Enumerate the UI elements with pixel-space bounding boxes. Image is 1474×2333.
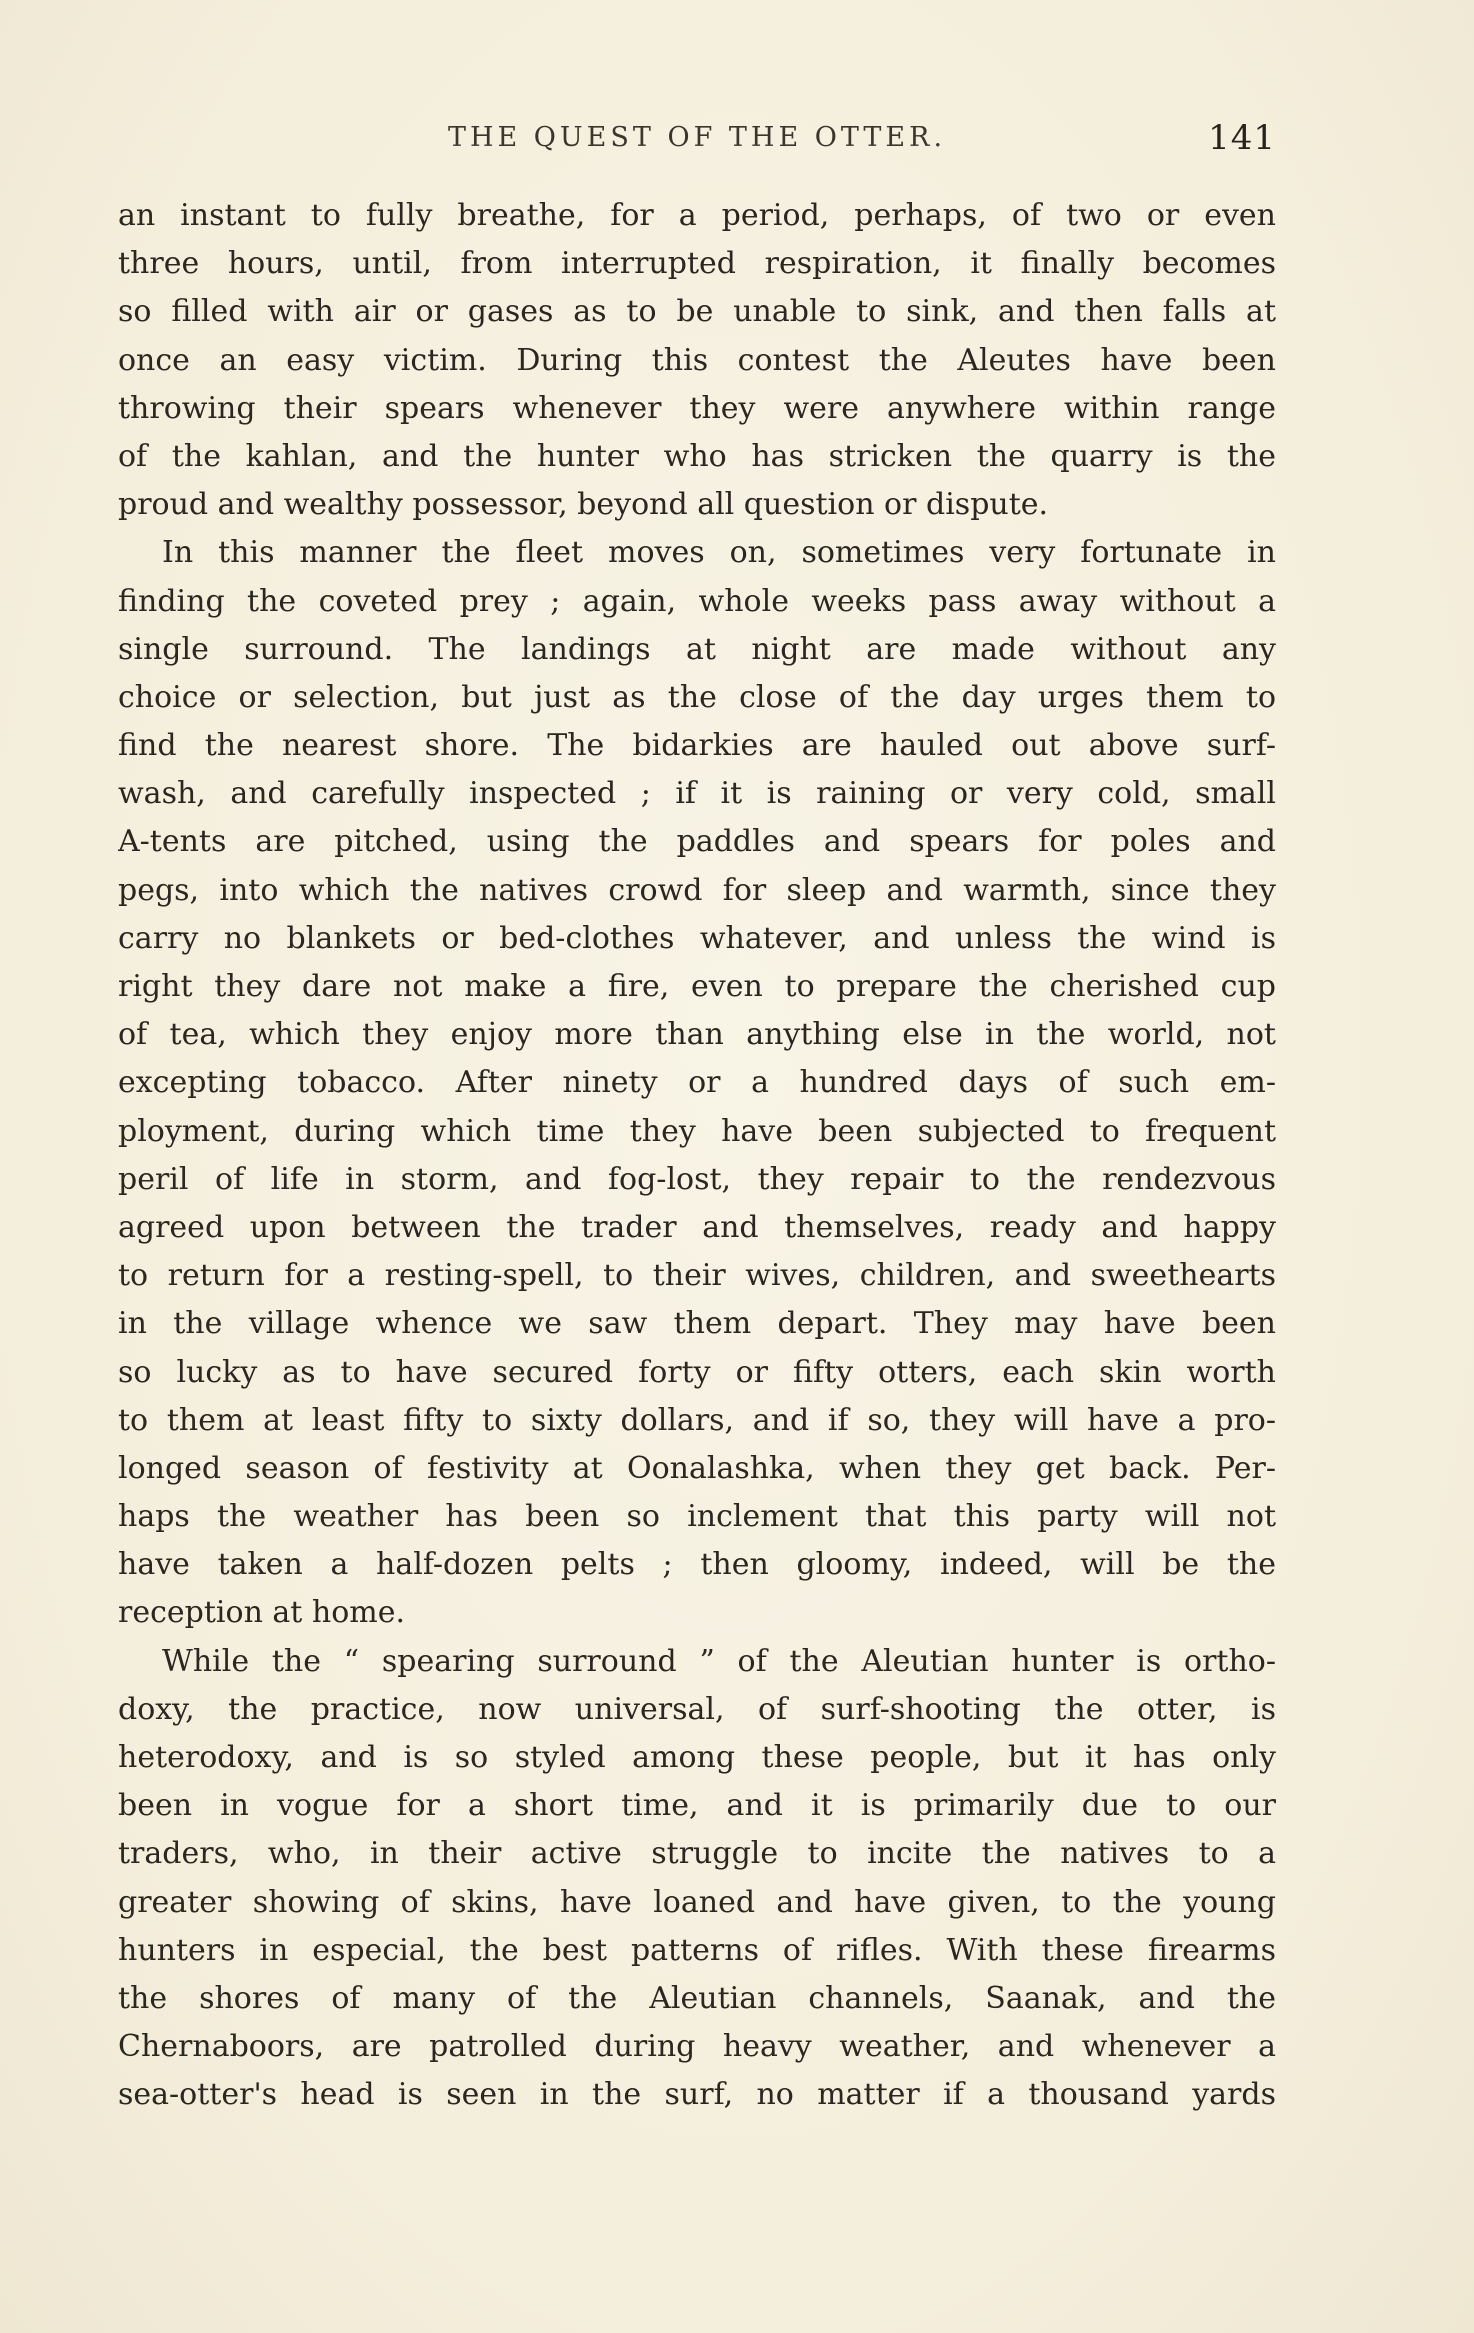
text-line: doxy, the practice, now universal, of surf-shooting the otter, is [118,1691,1276,1727]
text-line: In this manner the fleet moves on, sometimes very fortunate in [162,535,1276,571]
page-number: 141 [1208,118,1276,158]
text-line: sea-otter's head is seen in the surf, no matter if a thousand yards [118,2077,1276,2113]
text-line: Chernaboors, are patrolled during heavy weather, and whenever a [118,2029,1276,2065]
text-line: the shores of many of the Aleutian channels, Saanak, and the [118,1980,1276,2016]
text-line: reception at home. [118,1595,406,1631]
text-line: proud and wealthy possessor, beyond all question or dispute. [118,487,1049,523]
text-line: to them at least fifty to sixty dollars, and if so, they will have a pro- [118,1402,1276,1438]
text-line: pegs, into which the natives crowd for sleep and warmth, since they [118,872,1276,908]
text-line: of the kahlan, and the hunter who has stricken the quarry is the [118,438,1276,474]
text-line: traders, who, in their active struggle to incite the natives to a [118,1836,1276,1872]
text-line: so lucky as to have secured forty or fifty otters, each skin worth [118,1354,1276,1390]
text-line: wash, and carefully inspected ; if it is raining or very cold, small [118,776,1276,812]
text-line: While the “ spearing surround ” of the Aleutian hunter is ortho- [162,1643,1276,1679]
text-line: excepting tobacco. After ninety or a hundred days of such em- [118,1065,1276,1101]
text-line: find the nearest shore. The bidarkies are hauled out above surf- [118,728,1276,764]
text-line: haps the weather has been so inclement that this party will not [118,1499,1276,1535]
text-line: greater showing of skins, have loaned and have given, to the young [118,1884,1276,1920]
text-line: ployment, during which time they have been subjected to frequent [118,1113,1276,1149]
text-line: throwing their spears whenever they were anywhere within range [118,390,1276,426]
text-line: in the village whence we saw them depart. They may have been [118,1306,1276,1342]
text-line: agreed upon between the trader and themselves, ready and happy [118,1209,1276,1245]
text-line: an instant to fully breathe, for a period, perhaps, of two or even [118,198,1276,233]
text-line: been in vogue for a short time, and it is primarily due to our [118,1788,1276,1824]
text-line: to return for a resting-spell, to their wives, children, and sweethearts [118,1258,1276,1294]
text-line: finding the coveted prey ; again, whole weeks pass away without a [118,583,1276,619]
running-head [118,118,1276,162]
body-text [118,192,1276,2120]
text-line: so filled with air or gases as to be unable to sink, and then falls at [118,294,1276,330]
running-title: THE QUEST OF THE OTTER. [447,122,947,153]
text-line: choice or selection, but just as the close of the day urges them to [118,679,1276,715]
text-line: longed season of festivity at Oonalashka, when they get back. Per- [118,1450,1276,1486]
text-line: once an easy victim. During this contest the Aleutes have been [118,342,1276,378]
text-line: have taken a half-dozen pelts ; then gloomy, indeed, will be the [118,1547,1276,1583]
text-line: hunters in especial, the best patterns of rifles. With these firearms [118,1932,1276,1968]
text-line: carry no blankets or bed-clothes whatever, and unless the wind is [118,920,1276,956]
text-line: single surround. The landings at night are made without any [118,631,1276,667]
text-line: peril of life in storm, and fog-lost, they repair to the rendezvous [118,1161,1276,1197]
text-line: three hours, until, from interrupted respiration, it finally becomes [118,246,1276,282]
text-line: heterodoxy, and is so styled among these people, but it has only [118,1740,1276,1775]
text-line: of tea, which they enjoy more than anything else in the world, not [118,1017,1276,1053]
text-line: A-tents are pitched, using the paddles and spears for poles and [118,824,1276,860]
text-line: right they dare not make a fire, even to prepare the cherished cup [118,969,1276,1004]
